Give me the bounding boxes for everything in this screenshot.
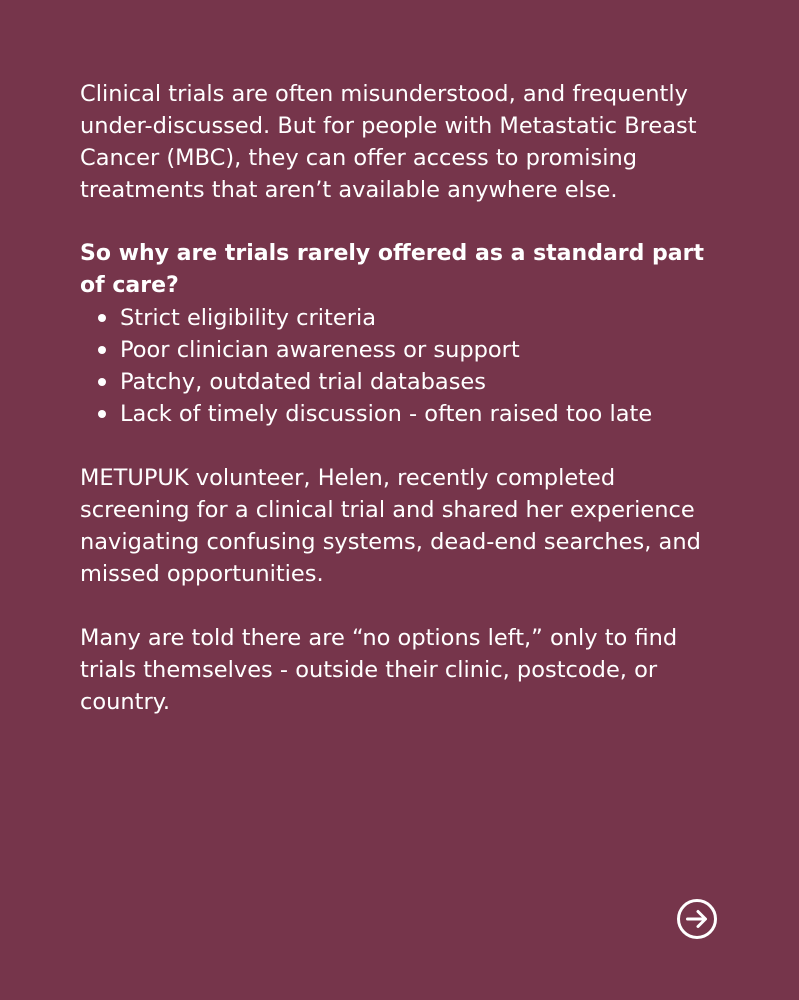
list-item — [98, 302, 730, 334]
list-item-text: Strict eligibility criteria — [120, 305, 376, 331]
question-heading: So why are trials rarely offered as a standard part of care? — [80, 241, 705, 298]
reasons-list — [80, 302, 730, 430]
list-item — [98, 366, 730, 398]
spacer — [80, 430, 730, 462]
list-item-text: Patchy, outdated trial databases — [120, 369, 486, 395]
post-content — [80, 78, 730, 718]
bullet-icon — [98, 378, 106, 386]
spacer — [80, 206, 730, 238]
intro-paragraph: Clinical trials are often misunderstood, and frequently under-discussed. But for people with Metastatic Breast Cancer (MBC), they can offer access to promising treatments that aren’t available anywhere else. — [80, 81, 697, 203]
list-item — [98, 334, 730, 366]
bullet-icon — [98, 314, 106, 322]
closing-paragraph: Many are told there are “no options left,” only to find trials themselves - outside their clinic, postcode, or country. — [80, 625, 678, 715]
bullet-icon — [98, 410, 106, 418]
list-item — [98, 398, 730, 430]
spacer — [80, 590, 730, 622]
next-button[interactable] — [676, 898, 718, 940]
list-item-text: Poor clinician awareness or support — [120, 337, 520, 363]
list-item-text: Lack of timely discussion - often raised too late — [120, 401, 653, 427]
bullet-icon — [98, 346, 106, 354]
story-paragraph: METUPUK volunteer, Helen, recently completed screening for a clinical trial and shared her experience navigating confusing systems, dead-end searches, and missed opportunities. — [80, 465, 701, 587]
arrow-right-circle-icon — [676, 898, 718, 940]
